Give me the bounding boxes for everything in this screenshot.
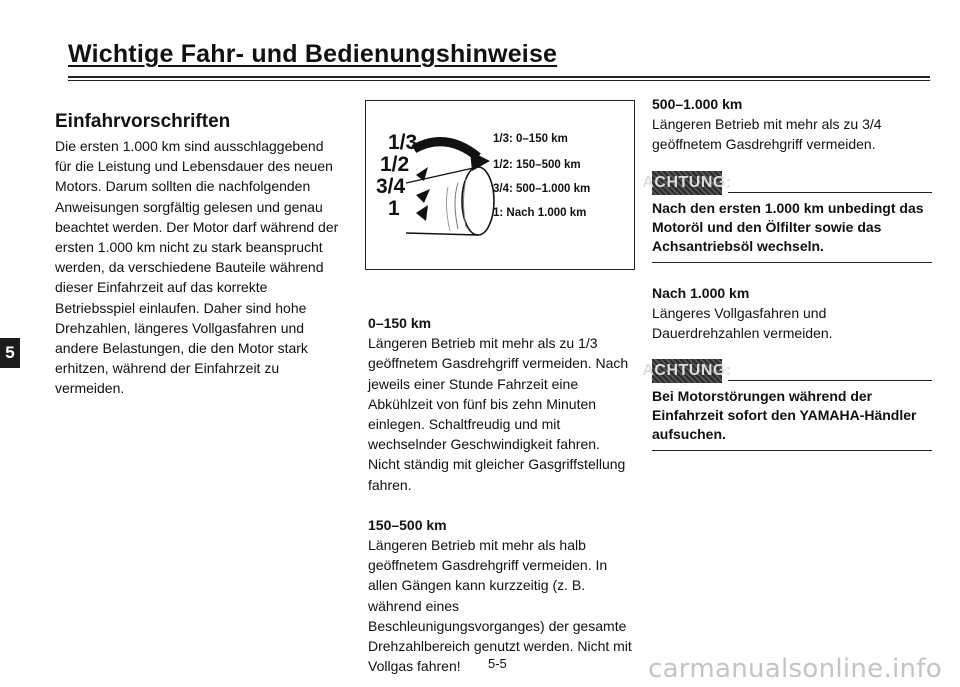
- figure-label-2: 1/2: 150–500 km: [493, 159, 581, 171]
- intro-paragraph: Die ersten 1.000 km sind ausschlaggebend für die Leistung und Lebensdauer des neuen Motors. Darum sollten die nachfolgenden Anweisungen sorgfältig gelesen und genau beachtet werden. Der Motor darf während der ersten 1.000 km nicht zu stark beansprucht werden, da verschiedene Bauteile während dieser Einfahrzeit auf das korrekte Betriebsspiel einlaufen. Daher sind hohe Drehzahlen, längeres Vollgasfahren und andere Belastungen, die den Motor stark erhitzen, während der Einfahrzeit zu vermeiden.: [55, 138, 339, 397]
- warning-box-2: [642, 359, 932, 451]
- warning-badge: ACHTUNG:: [652, 359, 722, 383]
- right-column: [642, 94, 932, 451]
- warning-box-1: [642, 171, 932, 263]
- left-column: [55, 110, 340, 399]
- warning-text-2: Bei Motorstörungen während der Einfahrzeit sofort den YAMAHA-Händler aufsuchen.: [652, 388, 917, 443]
- heading-150-500-km: 150–500 km: [368, 516, 447, 533]
- header-rule-thin: [68, 80, 930, 81]
- warning-text-1: Nach den ersten 1.000 km unbedingt das Motoröl und den Ölfilter sowie das Achsantriebsöl wechseln.: [652, 199, 924, 254]
- middle-column: [368, 313, 633, 676]
- fraction-label-2: 1/2: [380, 153, 410, 176]
- throttle-figure: [365, 100, 635, 270]
- paragraph-0-150-km: Längeren Betrieb mit mehr als zu 1/3 geöffnetem Gasdrehgriff vermeiden. Nach jeweils einer Stunde Fahrzeit eine Abkühlzeit von fünf bis zehn Minuten einlegen. Schaltfreudig und mit wechselnder Geschwindigkeit fahren. Nicht ständig mit gleicher Gasgriffstellung fahren.: [368, 335, 629, 493]
- paragraph-nach-1000-km: Längeres Vollgasfahren und Dauerdrehzahlen vermeiden.: [652, 304, 833, 342]
- warning-badge: ACHTUNG:: [652, 171, 722, 195]
- paragraph-500-1000-km: Längeren Betrieb mit mehr als zu 3/4 geöffnetem Gasdrehgriff vermeiden.: [652, 116, 882, 153]
- page-title: Wichtige Fahr- und Bedienungshinweise: [68, 40, 558, 68]
- paragraph-150-500-km: Längeren Betrieb mit mehr als halb geöffnetem Gasdrehgriff vermeiden. In allen Gängen kann kurzzeitig (z. B. während eines Beschleunigungsvorganges) der gesamte Drehzahlbereich genutzt werden. Nicht mit Vollgas fahren!: [368, 537, 632, 675]
- heading-500-1000-km: 500–1.000 km: [652, 96, 743, 112]
- fraction-label-4: 1: [388, 197, 400, 220]
- figure-label-4: 1: Nach 1.000 km: [493, 207, 587, 219]
- chapter-tab: 5: [0, 338, 20, 368]
- figure-label-3: 3/4: 500–1.000 km: [493, 183, 591, 195]
- section-heading-einfahrvorschriften: Einfahrvorschriften: [55, 111, 231, 132]
- heading-0-150-km: 0–150 km: [368, 315, 432, 331]
- page-number: 5-5: [488, 656, 507, 671]
- heading-nach-1000-km: Nach 1.000 km: [652, 284, 750, 301]
- watermark: carmanualsonline.info: [647, 654, 942, 684]
- fraction-label-3: 3/4: [376, 175, 406, 198]
- figure-label-1: 1/3: 0–150 km: [493, 133, 568, 145]
- header-rule: [68, 76, 930, 78]
- fraction-label-1: 1/3: [388, 131, 418, 154]
